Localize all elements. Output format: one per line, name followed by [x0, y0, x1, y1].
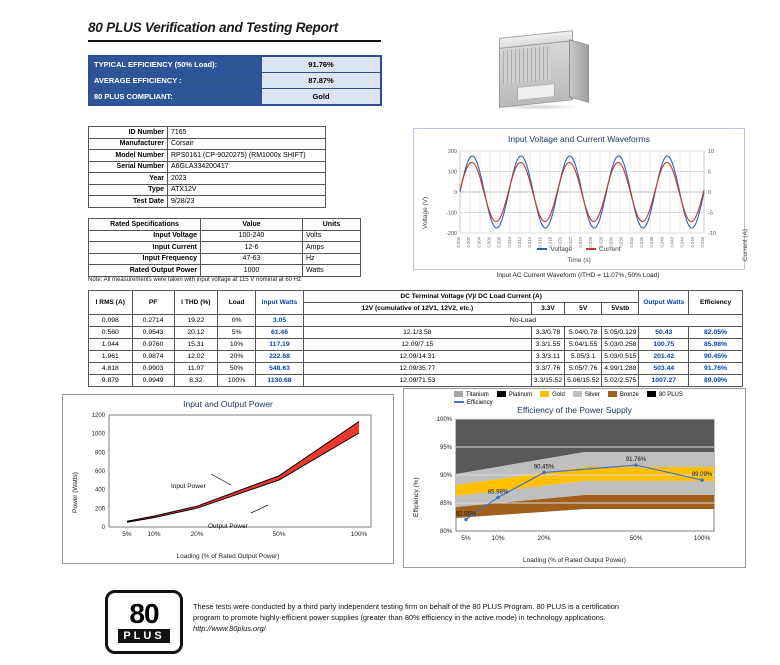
svg-text:0.004: 0.004 — [476, 237, 482, 248]
waveform-title: Input Voltage and Current Waveforms — [508, 134, 650, 144]
svg-text:0.022: 0.022 — [567, 237, 573, 248]
table-cell: 0.9903 — [132, 363, 174, 375]
svg-text:0.042: 0.042 — [669, 237, 675, 248]
efficiency-chart-title: Efficiency of the Power Supply — [517, 405, 632, 415]
table-cell: 0.9543 — [132, 327, 174, 339]
rated-units: Watts — [303, 265, 361, 277]
svg-text:0.012: 0.012 — [517, 237, 522, 248]
svg-text:0.032: 0.032 — [618, 237, 624, 248]
table-cell: 4.99/1.288 — [602, 363, 639, 375]
table-cell: 89.09% — [689, 375, 743, 387]
svg-text:100%: 100% — [693, 535, 711, 542]
footer-body-text: These tests were conducted by a third party independent testing firm on behalf of the 80 PLUS Program. 80 PLUS is a certification program to promote highly-efficient power supplies (greater than 80% efficiency in the active mode) in technology applications. — [193, 602, 620, 622]
table-row — [89, 363, 743, 375]
svg-text:89.09%: 89.09% — [691, 472, 713, 479]
svg-text:0.006: 0.006 — [486, 237, 492, 248]
info-value: 7165 — [168, 127, 326, 139]
table-cell: 0.9949 — [132, 375, 174, 387]
footer-url[interactable]: http://www.80plus.org/ — [193, 624, 266, 633]
info-value: A6GLA334200417 — [168, 161, 326, 173]
table-cell: 5.03/0.258 — [602, 339, 639, 351]
table-cell: 85.98% — [689, 339, 743, 351]
efficiency-chart-x-label: Loading (% of Rated Output Power) — [523, 557, 626, 564]
table-row — [89, 351, 743, 363]
table-cell: 503.44 — [639, 363, 689, 375]
svg-text:0: 0 — [101, 525, 105, 531]
svg-text:0.010: 0.010 — [506, 237, 512, 248]
table-cell: 12.09/71.53 — [303, 375, 531, 387]
svg-text:0.046: 0.046 — [689, 237, 695, 248]
info-key: ID Number — [89, 127, 168, 139]
table-cell: 1.044 — [89, 339, 133, 351]
info-value: Corsair — [168, 138, 326, 150]
rated-header: Value — [201, 219, 303, 231]
table-cell: 5.05/0.129 — [602, 327, 639, 339]
svg-text:0.000: 0.000 — [456, 237, 461, 248]
svg-text:50%: 50% — [629, 535, 643, 542]
table-row — [89, 315, 743, 327]
table-cell: 0.560 — [89, 327, 133, 339]
column-header: I RMS (A) — [89, 291, 133, 315]
page-title: 80 PLUS Verification and Testing Report — [88, 20, 338, 35]
table-cell: 201.42 — [639, 351, 689, 363]
info-key: Manufacturer — [89, 138, 168, 150]
svg-text:0.044: 0.044 — [679, 237, 685, 248]
svg-text:200: 200 — [94, 506, 105, 513]
svg-text:100%: 100% — [350, 531, 368, 538]
column-subheader: 5V — [565, 303, 602, 315]
svg-text:20%: 20% — [190, 531, 204, 538]
svg-text:-5: -5 — [708, 210, 713, 217]
waveform-y-axis-label: Voltage (V) — [422, 196, 429, 229]
waveform-y2-axis-label: Current (A) — [742, 229, 749, 262]
table-cell: 11.07 — [174, 363, 218, 375]
logo-plus: PLUS — [118, 629, 169, 643]
svg-text:10%: 10% — [491, 535, 505, 542]
column-header: Input Watts — [256, 291, 304, 315]
legend-label: Silver — [584, 392, 600, 398]
legend-label: Efficiency — [467, 400, 493, 406]
svg-text:0.016: 0.016 — [537, 237, 543, 248]
table-cell: 5.03/0.515 — [602, 351, 639, 363]
legend-voltage: Voltage — [537, 246, 572, 253]
summary-row — [90, 57, 381, 73]
psu-side-face — [569, 39, 589, 103]
svg-text:0.018: 0.018 — [547, 237, 553, 248]
footer-disclaimer — [193, 601, 623, 634]
logo-number: 80 — [129, 598, 159, 629]
table-cell: 1130.68 — [256, 375, 304, 387]
info-key: Serial Number — [89, 161, 168, 173]
column-header: PF — [132, 291, 174, 315]
svg-text:0.028: 0.028 — [598, 237, 604, 248]
info-row — [89, 161, 326, 173]
table-cell: 12.1/3.58 — [303, 327, 531, 339]
svg-text:80%: 80% — [439, 529, 452, 535]
rated-row — [89, 230, 361, 242]
column-subheader: 5Vstb — [602, 303, 639, 315]
svg-text:5: 5 — [708, 169, 712, 176]
svg-text:95%: 95% — [439, 445, 452, 451]
rated-specs-table — [88, 218, 361, 277]
svg-text:5%: 5% — [122, 531, 132, 538]
rated-header: Units — [303, 219, 361, 231]
table-cell: 5.05/7.76 — [565, 363, 602, 375]
info-row — [89, 173, 326, 185]
svg-text:0.038: 0.038 — [649, 237, 655, 248]
measurement-note: Note: All measurements were taken with input voltage at 115 V nominal at 60 Hz. — [88, 277, 303, 283]
psu-shadow — [497, 104, 581, 110]
summary-row — [90, 73, 381, 89]
table-cell: 0.2714 — [132, 315, 174, 327]
svg-text:0.008: 0.008 — [496, 237, 502, 248]
table-cell: 9.879 — [89, 375, 133, 387]
rated-value: 12-6 — [201, 242, 303, 254]
rated-units: Volts — [303, 230, 361, 242]
table-cell: 1.961 — [89, 351, 133, 363]
rated-units: Hz — [303, 253, 361, 265]
rated-value: 100-240 — [201, 230, 303, 242]
summary-label: AVERAGE EFFICIENCY : — [90, 73, 262, 89]
efficiency-chart — [403, 388, 746, 568]
svg-text:0.034: 0.034 — [628, 237, 634, 248]
summary-box — [88, 55, 382, 106]
legend-label: Bronze — [619, 392, 639, 398]
svg-text:0.036: 0.036 — [639, 237, 644, 248]
measurement-table — [88, 290, 743, 387]
input-output-power-chart — [62, 394, 394, 564]
info-row — [89, 127, 326, 139]
info-row — [89, 184, 326, 196]
legend-current: Current — [586, 246, 621, 253]
table-cell: 5.04/0.78 — [565, 327, 602, 339]
table-cell: 117.19 — [256, 339, 304, 351]
unit-info-table — [88, 126, 326, 208]
rated-key: Input Frequency — [89, 253, 201, 265]
table-cell: 3.3/1.55 — [531, 339, 564, 351]
rated-key: Input Voltage — [89, 230, 201, 242]
svg-text:400: 400 — [94, 487, 105, 494]
svg-text:800: 800 — [94, 450, 105, 457]
svg-text:10: 10 — [708, 149, 715, 155]
svg-text:0.020: 0.020 — [557, 237, 563, 248]
info-value: ATX12V — [168, 184, 326, 196]
info-row — [89, 196, 326, 208]
summary-value: 87.87% — [262, 73, 381, 89]
column-header: DC Terminal Voltage (V)/ DC Load Current (A) — [303, 291, 639, 303]
svg-text:-10: -10 — [708, 231, 716, 237]
rated-row — [89, 265, 361, 277]
rated-row — [89, 242, 361, 254]
table-row — [89, 339, 743, 351]
table-cell: 12.09/7.15 — [303, 339, 531, 351]
table-cell: 3.3/7.76 — [531, 363, 564, 375]
title-divider — [88, 40, 381, 42]
waveform-x-axis-label: Time (s) — [567, 257, 591, 264]
svg-text:82.05%: 82.05% — [455, 511, 477, 518]
table-cell: 3.3/3.11 — [531, 351, 564, 363]
table-cell: 5.02/2.575 — [602, 375, 639, 387]
rated-key: Rated Output Power — [89, 265, 201, 277]
svg-text:91.76%: 91.76% — [625, 457, 647, 464]
svg-text:600: 600 — [94, 469, 105, 475]
table-cell: 5.05/3.1 — [565, 351, 602, 363]
table-cell: 12.02 — [174, 351, 218, 363]
column-header: Output Watts — [639, 291, 689, 315]
legend-label: Platinum — [508, 392, 533, 398]
svg-text:100: 100 — [447, 169, 457, 176]
table-cell: 20.12 — [174, 327, 218, 339]
waveform-legend — [414, 246, 744, 253]
table-header-row — [89, 291, 743, 303]
svg-text:1000: 1000 — [91, 431, 105, 438]
rated-value: 47-63 — [201, 253, 303, 265]
summary-label: TYPICAL EFFICIENCY (50% Load): — [90, 57, 262, 73]
table-cell: 100.75 — [639, 339, 689, 351]
column-header: Load — [218, 291, 256, 315]
legend-label: 80 PLUS — [658, 392, 683, 398]
table-cell: 548.63 — [256, 363, 304, 375]
psu-photo — [487, 30, 592, 120]
waveform-chart — [413, 128, 749, 270]
summary-value: 91.76% — [262, 57, 381, 73]
info-key: Year — [89, 173, 168, 185]
table-cell: 15.31 — [174, 339, 218, 351]
table-cell: No-Load — [303, 315, 742, 327]
svg-text:0.040: 0.040 — [659, 236, 665, 248]
rated-row — [89, 253, 361, 265]
svg-text:0.026: 0.026 — [588, 237, 594, 248]
svg-text:20%: 20% — [537, 535, 551, 542]
table-cell: 19.22 — [174, 315, 218, 327]
legend-label: Titanium — [466, 392, 489, 398]
table-cell: 3.3/15.52 — [531, 375, 564, 387]
rated-value: 1000 — [201, 265, 303, 277]
svg-text:-200: -200 — [445, 231, 457, 237]
rated-key: Input Current — [89, 242, 201, 254]
rated-units: Amps — [303, 242, 361, 254]
table-cell: 3.3/0.78 — [531, 327, 564, 339]
waveform-caption: Input AC Current Waveform (ITHD = 11.07%, 50% Load) — [496, 272, 660, 279]
table-cell: 3.05 — [256, 315, 304, 327]
table-cell: 100% — [218, 375, 256, 387]
table-cell: 0.9760 — [132, 339, 174, 351]
svg-text:0: 0 — [708, 190, 712, 196]
power-chart-x-label: Loading (% of Rated Output Power) — [176, 553, 280, 560]
table-cell: 5.04/1.55 — [565, 339, 602, 351]
info-key: Test Date — [89, 196, 168, 208]
table-cell: 50.43 — [639, 327, 689, 339]
info-key: Type — [89, 184, 168, 196]
svg-text:85.98%: 85.98% — [487, 489, 509, 496]
svg-text:5%: 5% — [461, 535, 471, 542]
table-cell: 82.05% — [689, 327, 743, 339]
table-cell: 222.68 — [256, 351, 304, 363]
table-cell: 5% — [218, 327, 256, 339]
summary-value: Gold — [262, 89, 381, 105]
psu-vent-grille — [503, 45, 551, 84]
column-header: Efficiency — [689, 291, 743, 315]
info-row — [89, 138, 326, 150]
svg-text:0: 0 — [453, 190, 457, 196]
table-cell: 91.76% — [689, 363, 743, 375]
info-value: RPS0161 (CP-9020275) (RM1000x SHIFT) — [168, 150, 326, 162]
table-cell: 50% — [218, 363, 256, 375]
svg-text:1200: 1200 — [91, 413, 105, 419]
table-cell: 0.098 — [89, 315, 133, 327]
svg-text:0.030: 0.030 — [608, 237, 614, 248]
rated-header: Rated Specifications — [89, 219, 201, 231]
efficiency-chart-plot — [404, 389, 745, 567]
power-chart-title: Input and Output Power — [183, 399, 273, 409]
table-cell: 12.09/14.31 — [303, 351, 531, 363]
svg-text:100%: 100% — [436, 417, 452, 423]
table-cell: 1007.27 — [639, 375, 689, 387]
info-row — [89, 150, 326, 162]
svg-text:0.014: 0.014 — [527, 237, 533, 248]
table-row — [89, 375, 743, 387]
table-cell: 4.818 — [89, 363, 133, 375]
svg-text:90.45%: 90.45% — [533, 464, 555, 471]
svg-text:0.002: 0.002 — [466, 237, 472, 248]
summary-row — [90, 89, 381, 105]
column-subheader: 12V (cumulative of 12V1, 12V2, etc.) — [303, 303, 531, 315]
output-power-annotation: Output Power — [208, 523, 248, 530]
svg-text:-100: -100 — [445, 210, 457, 217]
table-cell: 12.09/35.77 — [303, 363, 531, 375]
table-cell: 8.32 — [174, 375, 218, 387]
svg-text:90%: 90% — [439, 473, 452, 479]
svg-text:85%: 85% — [439, 501, 452, 507]
info-key: Model Number — [89, 150, 168, 162]
legend-label: Gold — [552, 392, 565, 398]
summary-label: 80 PLUS COMPLIANT: — [90, 89, 262, 105]
table-cell: 5.06/15.52 — [565, 375, 602, 387]
table-cell: 0.9874 — [132, 351, 174, 363]
table-cell: 0% — [218, 315, 256, 327]
input-power-annotation: Input Power — [171, 483, 206, 490]
column-subheader: 3.3V — [531, 303, 564, 315]
power-chart-plot — [63, 395, 393, 563]
table-row — [89, 327, 743, 339]
svg-text:0.048: 0.048 — [700, 237, 705, 248]
column-header: I THD (%) — [174, 291, 218, 315]
table-cell: 61.46 — [256, 327, 304, 339]
svg-text:50%: 50% — [272, 531, 286, 538]
power-chart-y-label: Power (Watts) — [72, 472, 79, 513]
efficiency-chart-y-label: Efficiency (%) — [413, 477, 420, 517]
table-cell: 10% — [218, 339, 256, 351]
info-value: 9/28/23 — [168, 196, 326, 208]
table-cell: 90.45% — [689, 351, 743, 363]
80plus-logo — [105, 590, 183, 654]
table-cell: 20% — [218, 351, 256, 363]
svg-text:200: 200 — [447, 149, 457, 155]
svg-text:10%: 10% — [147, 531, 161, 538]
info-value: 2023 — [168, 173, 326, 185]
svg-text:0.024: 0.024 — [578, 237, 583, 248]
